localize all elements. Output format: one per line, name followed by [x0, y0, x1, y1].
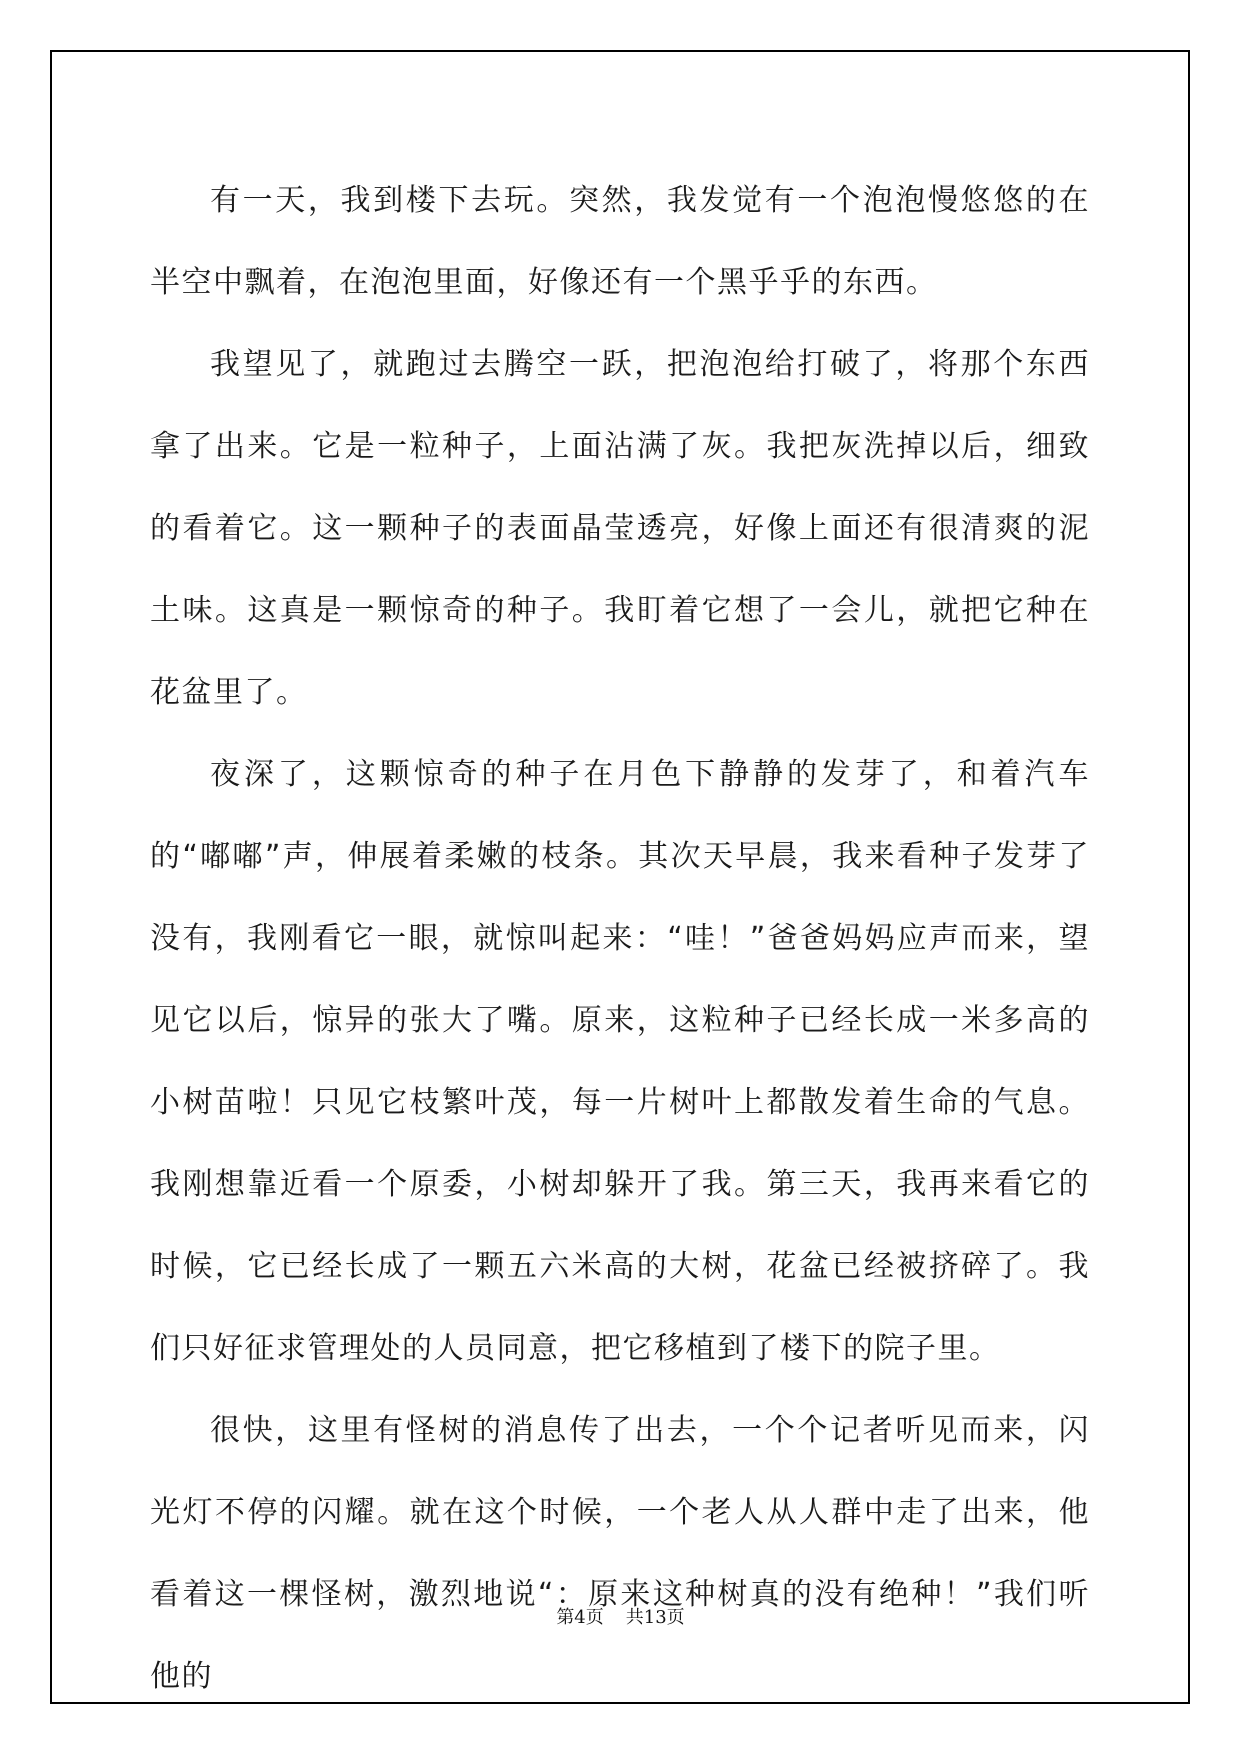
paragraph-1: 有一天，我到楼下去玩。突然，我发觉有一个泡泡慢悠悠的在半空中飘着，在泡泡里面，好像还有一个黑乎乎的东西。	[150, 183, 1090, 300]
paragraph-4: 很快，这里有怪树的消息传了出去，一个个记者听见而来，闪光灯不停的闪耀。就在这个时候，一个老人从人群中走了出来，他看着这一棵怪树，激烈地说“：原来这种树真的没有绝种！”我们听他的	[150, 1413, 1090, 1694]
document-body	[150, 160, 1090, 1718]
page-number: 第4页	[556, 1607, 604, 1628]
paragraph-2: 我望见了，就跑过去腾空一跃，把泡泡给打破了，将那个东西拿了出来。它是一粒种子，上面沾满了灰。我把灰洗掉以后，细致的看着它。这一颗种子的表面晶莹透亮，好像上面还有很清爽的泥土味。这真是一颗惊奇的种子。我盯着它想了一会儿，就把它种在花盆里了。	[150, 347, 1090, 710]
page-footer	[0, 1603, 1241, 1629]
paragraph-3: 夜深了，这颗惊奇的种子在月色下静静的发芽了，和着汽车的“嘟嘟”声，伸展着柔嫩的枝条。其次天早晨，我来看种子发芽了没有，我刚看它一眼，就惊叫起来：“哇！”爸爸妈妈应声而来，望见它以后，惊异的张大了嘴。原来，这粒种子已经长成一米多高的小树苗啦！只见它枝繁叶茂，每一片树叶上都散发着生命的气息。我刚想靠近看一个原委，小树却躲开了我。第三天，我再来看它的时候，它已经长成了一颗五六米高的大树，花盆已经被挤碎了。我们只好征求管理处的人员同意，把它移植到了楼下的院子里。	[150, 757, 1090, 1366]
page-total: 共13页	[625, 1607, 685, 1628]
